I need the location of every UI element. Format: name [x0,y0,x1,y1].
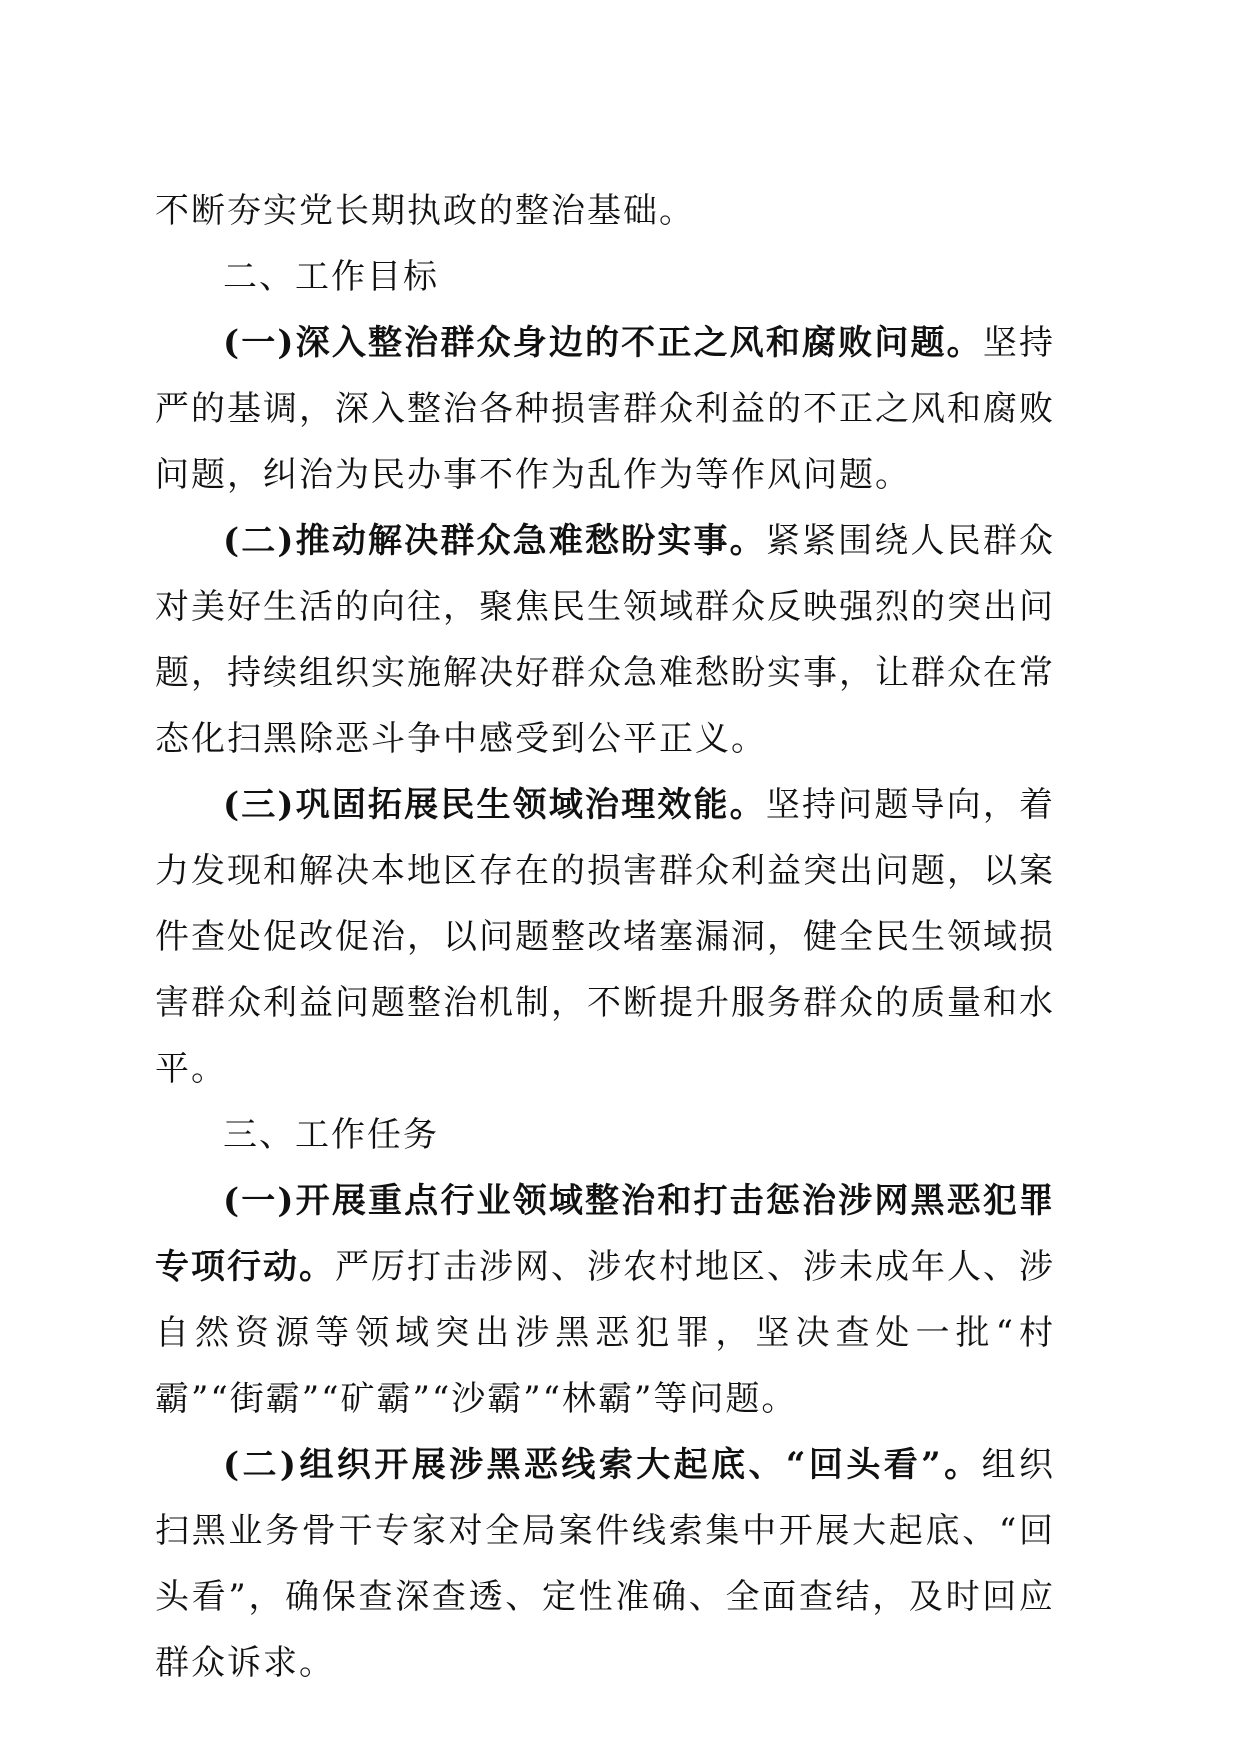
goal-paragraph-2 [155,508,1055,772]
document-body [155,178,1055,1696]
goal-paragraph-1 [155,310,1055,508]
heading-text: 三、工作任务 [223,1115,439,1155]
paragraph-lead: (二)推动解决群众急难愁盼实事。 [223,521,766,561]
paragraph-continuation [155,178,1055,244]
paragraph-text: 不断夯实党长期执政的整治基础。 [155,191,695,231]
paragraph-lead: (三)巩固拓展民生领域治理效能。 [223,785,766,825]
goal-paragraph-3 [155,772,1055,1102]
paragraph-lead: (一)开展重点行业领域整治和打击惩治涉网黑恶犯罪专项行动。 [155,1181,1055,1287]
paragraph-text: 严厉打击涉网、涉农村地区、涉未成年人、涉自然资源等领域突出涉黑恶犯罪，坚决查处一批“村霸”“街霸”“矿霸”“沙霸”“林霸”等问题。 [155,1247,1055,1419]
heading-text: 二、工作目标 [223,257,439,297]
task-paragraph-1 [155,1168,1055,1432]
paragraph-lead: (二)组织开展涉黑恶线索大起底、“回头看”。 [223,1445,982,1485]
section-heading-work-tasks [155,1102,1055,1168]
paragraph-text: 组织扫黑业务骨干专家对全局案件线索集中开展大起底、“回头看”，确保查深查透、定性准确、全面查结，及时回应群众诉求。 [155,1445,1055,1683]
task-paragraph-2 [155,1432,1055,1696]
paragraph-lead: (一)深入整治群众身边的不正之风和腐败问题。 [223,323,983,363]
section-heading-work-goals [155,244,1055,310]
paragraph-text: 坚持严的基调，深入整治各种损害群众利益的不正之风和腐败问题，纠治为民办事不作为乱作为等作风问题。 [155,323,1055,495]
paragraph-text: 坚持问题导向，着力发现和解决本地区存在的损害群众利益突出问题，以案件查处促改促治，以问题整改堵塞漏洞，健全民生领域损害群众利益问题整治机制，不断提升服务群众的质量和水平。 [155,785,1055,1089]
paragraph-text: 紧紧围绕人民群众对美好生活的向往，聚焦民生领域群众反映强烈的突出问题，持续组织实施解决好群众急难愁盼实事，让群众在常态化扫黑除恶斗争中感受到公平正义。 [155,521,1055,759]
